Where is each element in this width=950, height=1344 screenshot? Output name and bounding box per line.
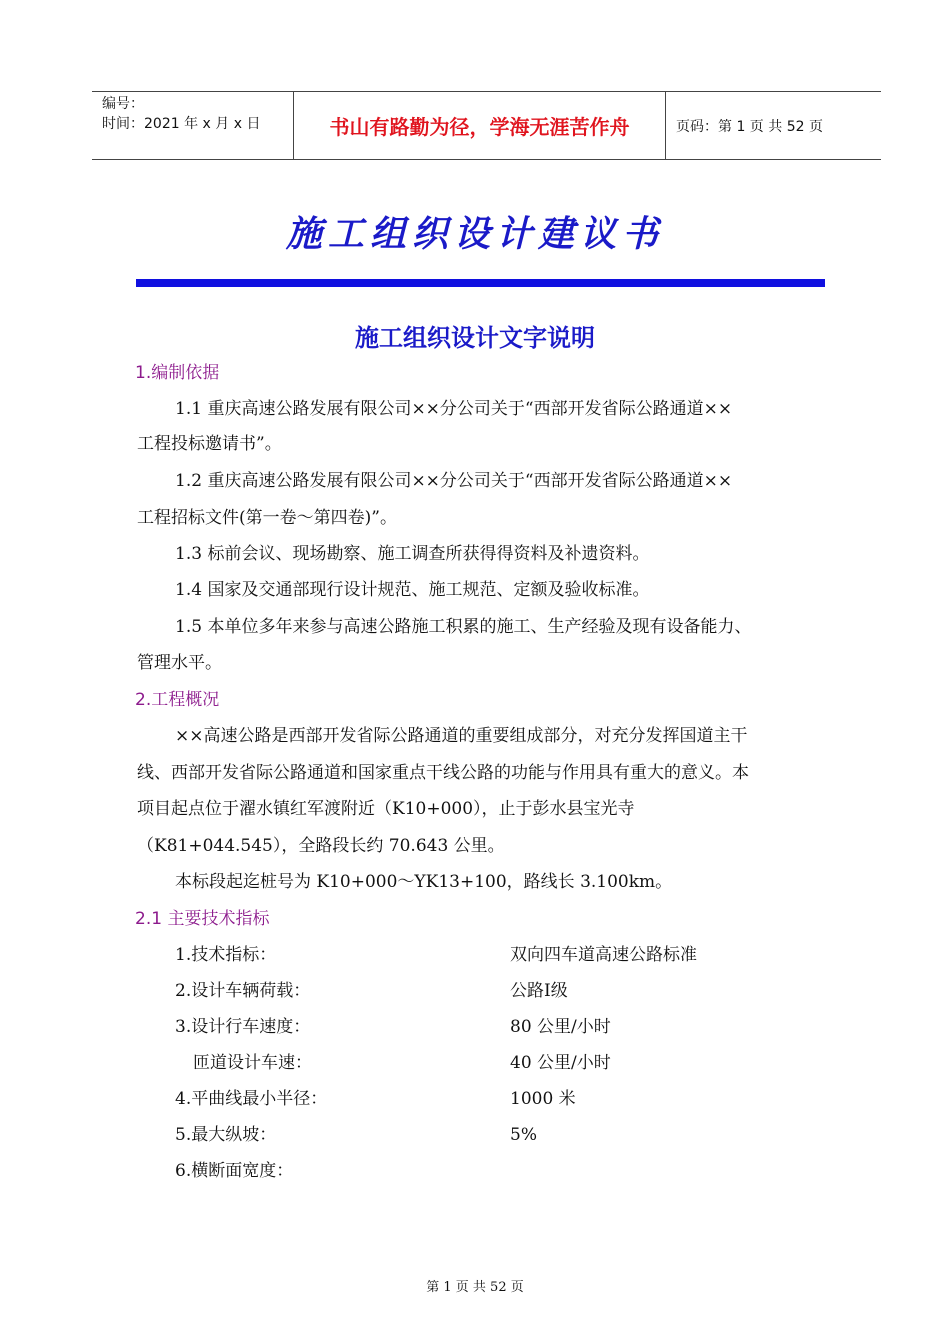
paragraph-line: 线、西部开发省际公路通道和国家重点干线公路的功能与作用具有重大的意义。本 bbox=[137, 763, 749, 783]
spec-label: 4.平曲线最小半径： bbox=[175, 1089, 328, 1109]
paragraph-line: 1.1 重庆高速公路发展有限公司××分公司关于“西部开发省际公路通道×× bbox=[175, 399, 733, 419]
page-footer: 第 1 页 共 52 页 bbox=[426, 1280, 524, 1295]
spec-label: 1.技术指标： bbox=[175, 945, 277, 965]
section-heading: 1.编制依据 bbox=[135, 363, 220, 383]
spec-value: 双向四车道高速公路标准 bbox=[510, 945, 697, 965]
paragraph-line: （K81+044.545），全路段长约 70.643 公里。 bbox=[137, 836, 505, 856]
document-subtitle: 施工组织设计文字说明 bbox=[355, 323, 595, 352]
section-heading: 2.1 主要技术指标 bbox=[135, 909, 270, 929]
spec-label: 3.设计行车速度： bbox=[175, 1017, 311, 1037]
paragraph-line: 1.2 重庆高速公路发展有限公司××分公司关于“西部开发省际公路通道×× bbox=[175, 471, 733, 491]
paragraph-line: 项目起点位于濯水镇红军渡附近（K10+000），止于彭水县宝光寺 bbox=[137, 799, 635, 819]
spec-value: 1000 米 bbox=[510, 1089, 576, 1109]
paragraph-line: 工程投标邀请书”。 bbox=[137, 434, 282, 454]
header-table bbox=[92, 91, 881, 160]
section-heading: 2.工程概况 bbox=[135, 690, 220, 710]
paragraph-line: 1.4 国家及交通部现行设计规范、施工规范、定额及验收标准。 bbox=[175, 580, 650, 600]
paragraph-line: 1.5 本单位多年来参与高速公路施工积累的施工、生产经验及现有设备能力、 bbox=[175, 617, 752, 637]
spec-value: 公路Ⅰ级 bbox=[510, 981, 568, 1001]
spec-label: 5.最大纵坡： bbox=[175, 1125, 277, 1145]
number-label: 编号： bbox=[102, 96, 144, 112]
paragraph-line: 本标段起迄桩号为 K10+000～YK13+100，路线长 3.100km。 bbox=[175, 872, 673, 892]
title-divider bbox=[136, 279, 825, 287]
spec-value: 5% bbox=[510, 1125, 537, 1145]
spec-value: 40 公里/小时 bbox=[510, 1053, 611, 1073]
paragraph-line: 工程招标文件(第一卷～第四卷)”。 bbox=[137, 508, 397, 528]
paragraph-line: ××高速公路是西部开发省际公路通道的重要组成部分，对充分发挥国道主干 bbox=[175, 726, 748, 746]
header-left-cell bbox=[92, 92, 293, 159]
spec-label: 2.设计车辆荷载： bbox=[175, 981, 311, 1001]
paragraph-line: 管理水平。 bbox=[137, 653, 222, 673]
paragraph-line: 1.3 标前会议、现场勘察、施工调查所获得得资料及补遗资料。 bbox=[175, 544, 650, 564]
motto: 书山有路勤为径，学海无涯苦作舟 bbox=[293, 92, 666, 159]
document-title: 施工组织设计建议书 bbox=[285, 213, 664, 255]
spec-label: 匝道设计车速： bbox=[193, 1053, 312, 1073]
time-label: 时间：2021 年 x 月 x 日 bbox=[102, 116, 261, 132]
page-info: 页码：第 1 页 共 52 页 bbox=[676, 118, 823, 135]
spec-label: 6.横断面宽度： bbox=[175, 1161, 294, 1181]
spec-value: 80 公里/小时 bbox=[510, 1017, 611, 1037]
